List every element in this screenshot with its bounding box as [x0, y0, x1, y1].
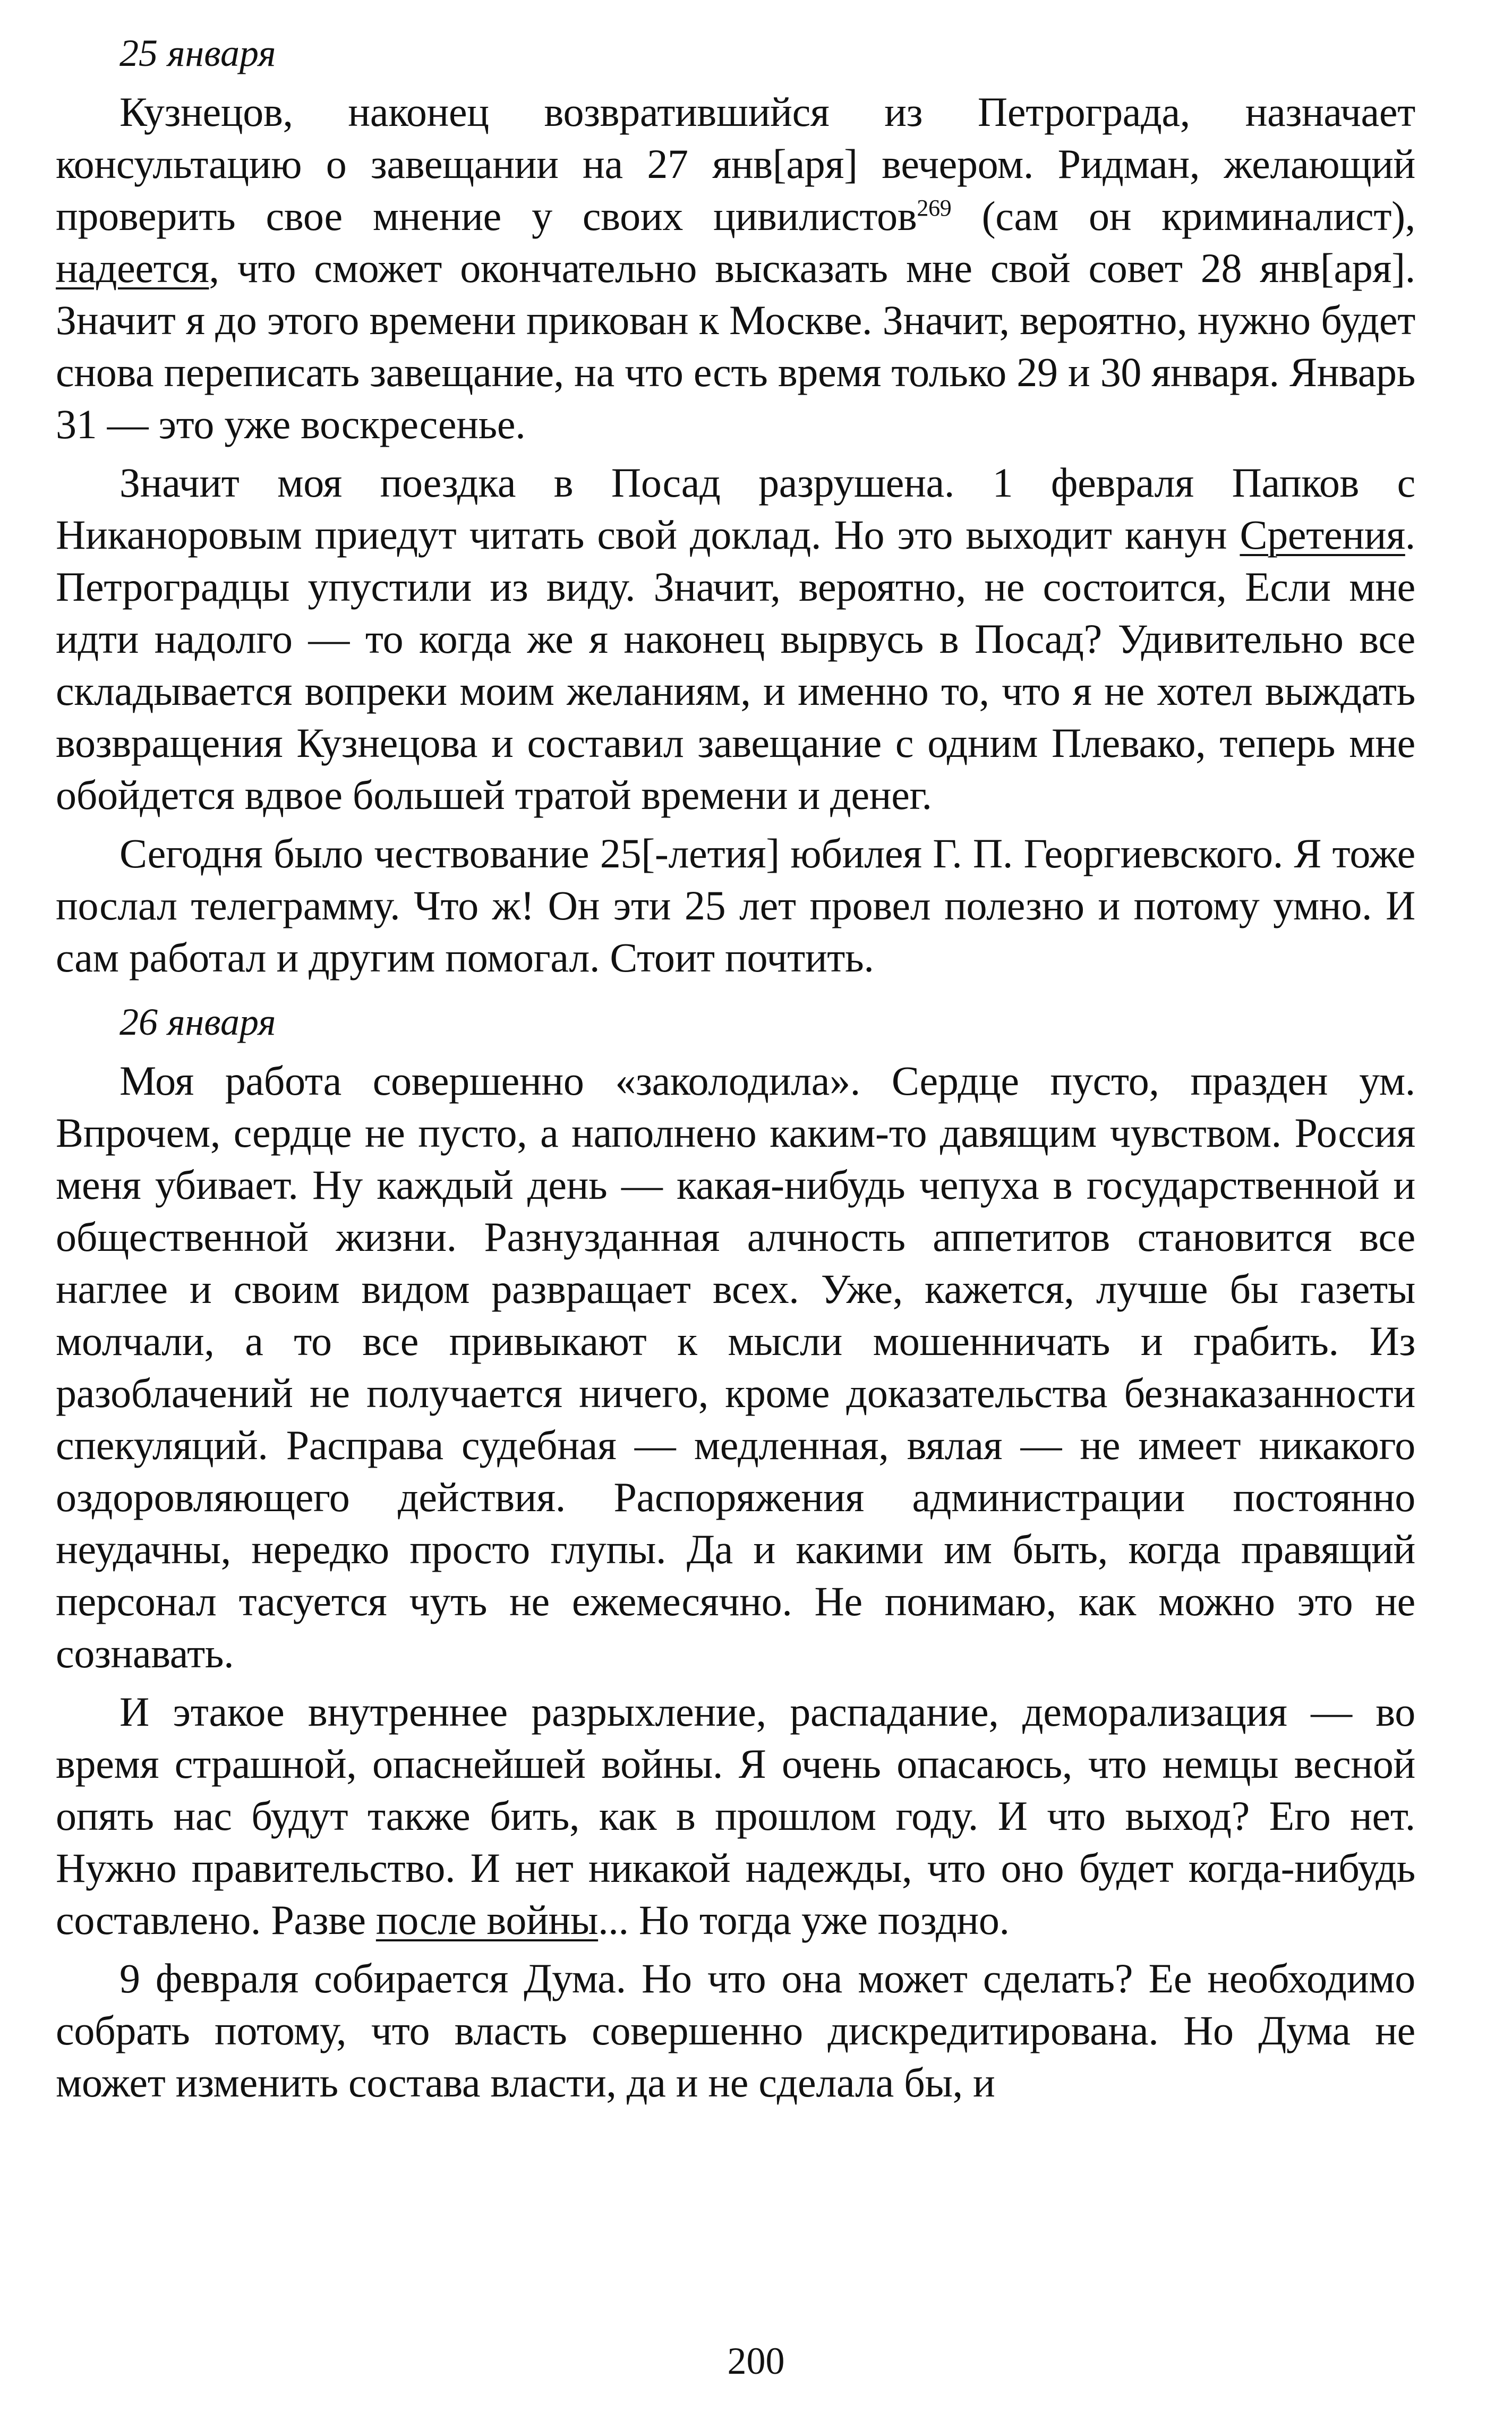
page-number: 200 [727, 2340, 785, 2382]
footnote-ref: 269 [917, 195, 952, 221]
paragraph: Моя работа совершенно «заколодила». Сердце пусто, празден ум. Впрочем, сердце не пусто, а наполнено каким-то давящим чувством. Россия меня убивает. Ну каждый день — какая-нибудь чепуха в государственной и общественной жизни. Разнузданная алчность аппетитов становится все наглее и своим видом развращает всех. Уже, кажется, лучше бы газеты молчали, а то все привыкают к мысли мошенничать и грабить. Из разоблачений не получается ничего, кроме доказательства безнаказанности спекуляций. Расправа судебная — медленная, вялая — не имеет никакого оздоровляющего действия. Распоряжения администрации постоянно неудачны, нередко просто глупы. Да и какими им быть, когда правящий персонал тасуется чуть не ежемесячно. Не понимаю, как можно это не сознавать. [56, 1058, 1415, 1676]
underlined-text: Сретения [1240, 512, 1405, 558]
diary-entry-jan-25 [56, 27, 1415, 984]
paragraph: Кузнецов, наконец возвратившийся из Петрограда, назначает консультацию о завещании на 27 янв[аря] вечером. Ридман, желающий проверить свое мнение у своих цивилистов$^{269}$ (сам он криминалист), надеется, что сможет окончательно высказать мне свой совет 28 янв[аря]. Значит я до этого времени прикован к Москве. Значит, вероятно, нужно будет снова переписать завещание, на что есть время только 29 и 30 января. Январь 31 — это уже воскресенье. [56, 89, 1416, 447]
entry-date: 25 января [119, 32, 276, 74]
paragraph: Значит моя поездка в Посад разрушена. 1 февраля Папков с Никаноровым приедут читать свой доклад. Но это выходит канун Сретения. Петроградцы упустили из виду. Значит, вероятно, не состоится, Если мне идти надолго — то когда же я наконец вырвусь в Посад? Удивительно все складывается вопреки моим желаниям, и именно то, что я не хотел выждать возвращения Кузнецова и составил завещание с одним Плевако, теперь мне обойдется вдвое большей тратой времени и денег. [56, 459, 1415, 818]
underlined-text: после войны [375, 1897, 599, 1943]
entry-date: 26 января [119, 1001, 276, 1043]
paragraph: Сегодня было чествование 25[-летия] юбилея Г. П. Георгиевского. Я тоже послал телеграмму. Что ж! Он эти 25 лет провел полезно и потому умно. И сам работал и другим помогал. Стоит почтить. [56, 830, 1415, 981]
underlined-text: надеется [56, 245, 209, 291]
paragraph: 9 февраля собирается Дума. Но что она может сделать? Ее необходимо собрать потому, что власть совершенно дискредитирована. Но Дума не может изменить состава власти, да и не сделала бы, и [56, 1955, 1415, 2106]
paragraph: И этакое внутреннее разрыхление, распадание, деморализация — во время страшной, опаснейшей войны. Я очень опасаюсь, что немцы весной опять нас будут также бить, как в прошлом году. И что выход? Его нет. Нужно правительство. И нет никакой надежды, что оно будет когда-нибудь составлено. Разве после войны... Но тогда уже поздно. [56, 1689, 1415, 1943]
diary-entry-jan-26 [56, 995, 1415, 2109]
text-column [56, 27, 1415, 2115]
